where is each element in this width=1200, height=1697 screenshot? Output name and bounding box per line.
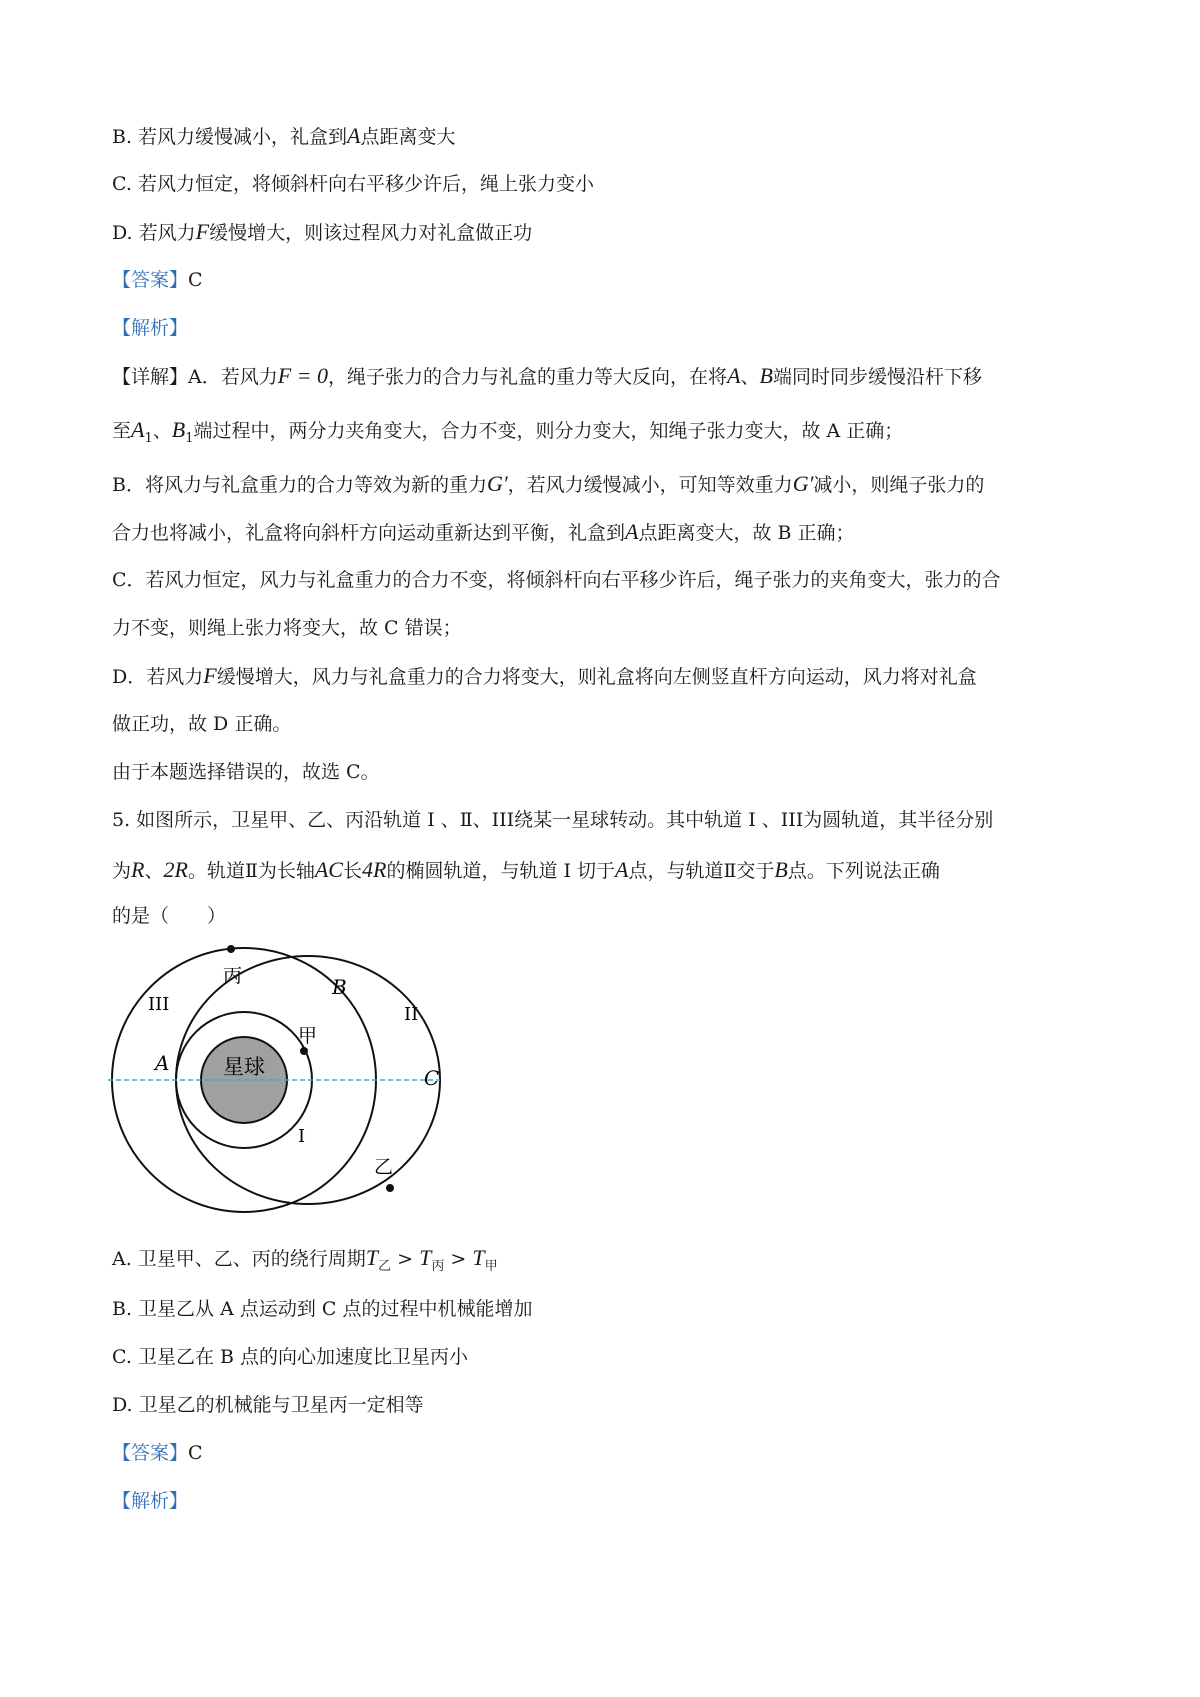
option-c: C. 若风力恒定，将倾斜杆向右平移少许后，绳上张力变小 <box>112 173 594 195</box>
satellite-jia <box>300 1047 308 1055</box>
satellite-bing-label: 丙 <box>223 965 243 987</box>
option-b: B. 若风力缓慢减小，礼盒到A点距离变大 <box>112 123 456 148</box>
detail-line-2: 至$A_1$、$B_1$端过程中，两分力夹角变大，合力不变，则分力变大，知绳子张力变大，故 A 正确； <box>112 417 904 446</box>
option-d: D. 若风力F缓慢增大，则该过程风力对礼盒做正功 <box>112 219 533 244</box>
detail-line-7: D．若风力F缓慢增大，风力与礼盒重力的合力将变大，则礼盒将向左侧竖直杆方向运动，风力将对礼盒 <box>112 663 977 688</box>
q5-answer-value: C <box>188 1442 203 1464</box>
satellite-yi <box>386 1184 394 1192</box>
answer-line <box>112 266 203 294</box>
q5-option-c: C. 卫星乙在 B 点的向心加速度比卫星丙小 <box>112 1346 468 1368</box>
q5-line-3: 的是（ ） <box>112 905 227 927</box>
q5-option-d: D. 卫星乙的机械能与卫星丙一定相等 <box>112 1394 424 1416</box>
point-a-label: A <box>155 1051 170 1075</box>
conclusion-line: 由于本题选择错误的，故选 C。 <box>112 761 380 783</box>
analysis-tag: 【解析】 <box>112 317 189 339</box>
orbit-iii-label: III <box>148 994 170 1015</box>
q5-line-2: 为R、2R。轨道Ⅱ为长轴AC长4R的椭圆轨道，与轨道 Ⅰ 切于A点，与轨道Ⅱ交于B点。下列说法正确 <box>112 857 940 882</box>
q5-answer-line <box>112 1439 203 1467</box>
detail-line-5: C．若风力恒定，风力与礼盒重力的合力不变，将倾斜杆向右平移少许后，绳子张力的夹角变大，张力的合 <box>112 569 1001 591</box>
detail-line-8: 做正功，故 D 正确。 <box>112 713 292 735</box>
detail-line-6: 力不变，则绳上张力将变大，故 C 错误； <box>112 617 462 639</box>
detail-line-1: 【详解】A．若风力F = 0，绳子张力的合力与礼盒的重力等大反向，在将A、B端同时同步缓慢沿杆下移 <box>112 363 982 388</box>
planet-label: 星球 <box>223 1055 265 1079</box>
q5-answer-tag: 【答案】 <box>112 1442 189 1464</box>
detail-line-4: 合力也将减小，礼盒将向斜杆方向运动重新达到平衡，礼盒到A点距离变大，故 B 正确； <box>112 519 855 544</box>
orbit-i-label: I <box>298 1126 306 1147</box>
satellite-jia-label: 甲 <box>298 1025 318 1047</box>
satellite-yi-label: 乙 <box>374 1156 394 1178</box>
q5-analysis-tag: 【解析】 <box>112 1490 189 1512</box>
q5-option-b: B. 卫星乙从 A 点运动到 C 点的过程中机械能增加 <box>112 1298 533 1320</box>
answer-value: C <box>188 269 203 291</box>
q5-option-a: A. 卫星甲、乙、丙的绕行周期$T_乙 > T_丙 > T_甲$ <box>112 1245 498 1274</box>
q5-line-1: 5. 如图所示，卫星甲、乙、丙沿轨道 Ⅰ 、Ⅱ、III绕某一星球转动。其中轨道 Ⅰ 、III为圆轨道，其半径分别 <box>112 809 994 831</box>
point-b-label: B <box>332 975 347 999</box>
detail-line-3: B．将风力与礼盒重力的合力等效为新的重力G′，若风力缓慢减小，可知等效重力G′减小，则绳子张力的 <box>112 471 985 496</box>
orbit-ii-label: II <box>404 1004 419 1025</box>
point-c-label: C <box>424 1066 440 1090</box>
orbit-diagram <box>108 930 468 1220</box>
answer-tag: 【答案】 <box>112 269 189 291</box>
satellite-bing <box>227 945 235 953</box>
